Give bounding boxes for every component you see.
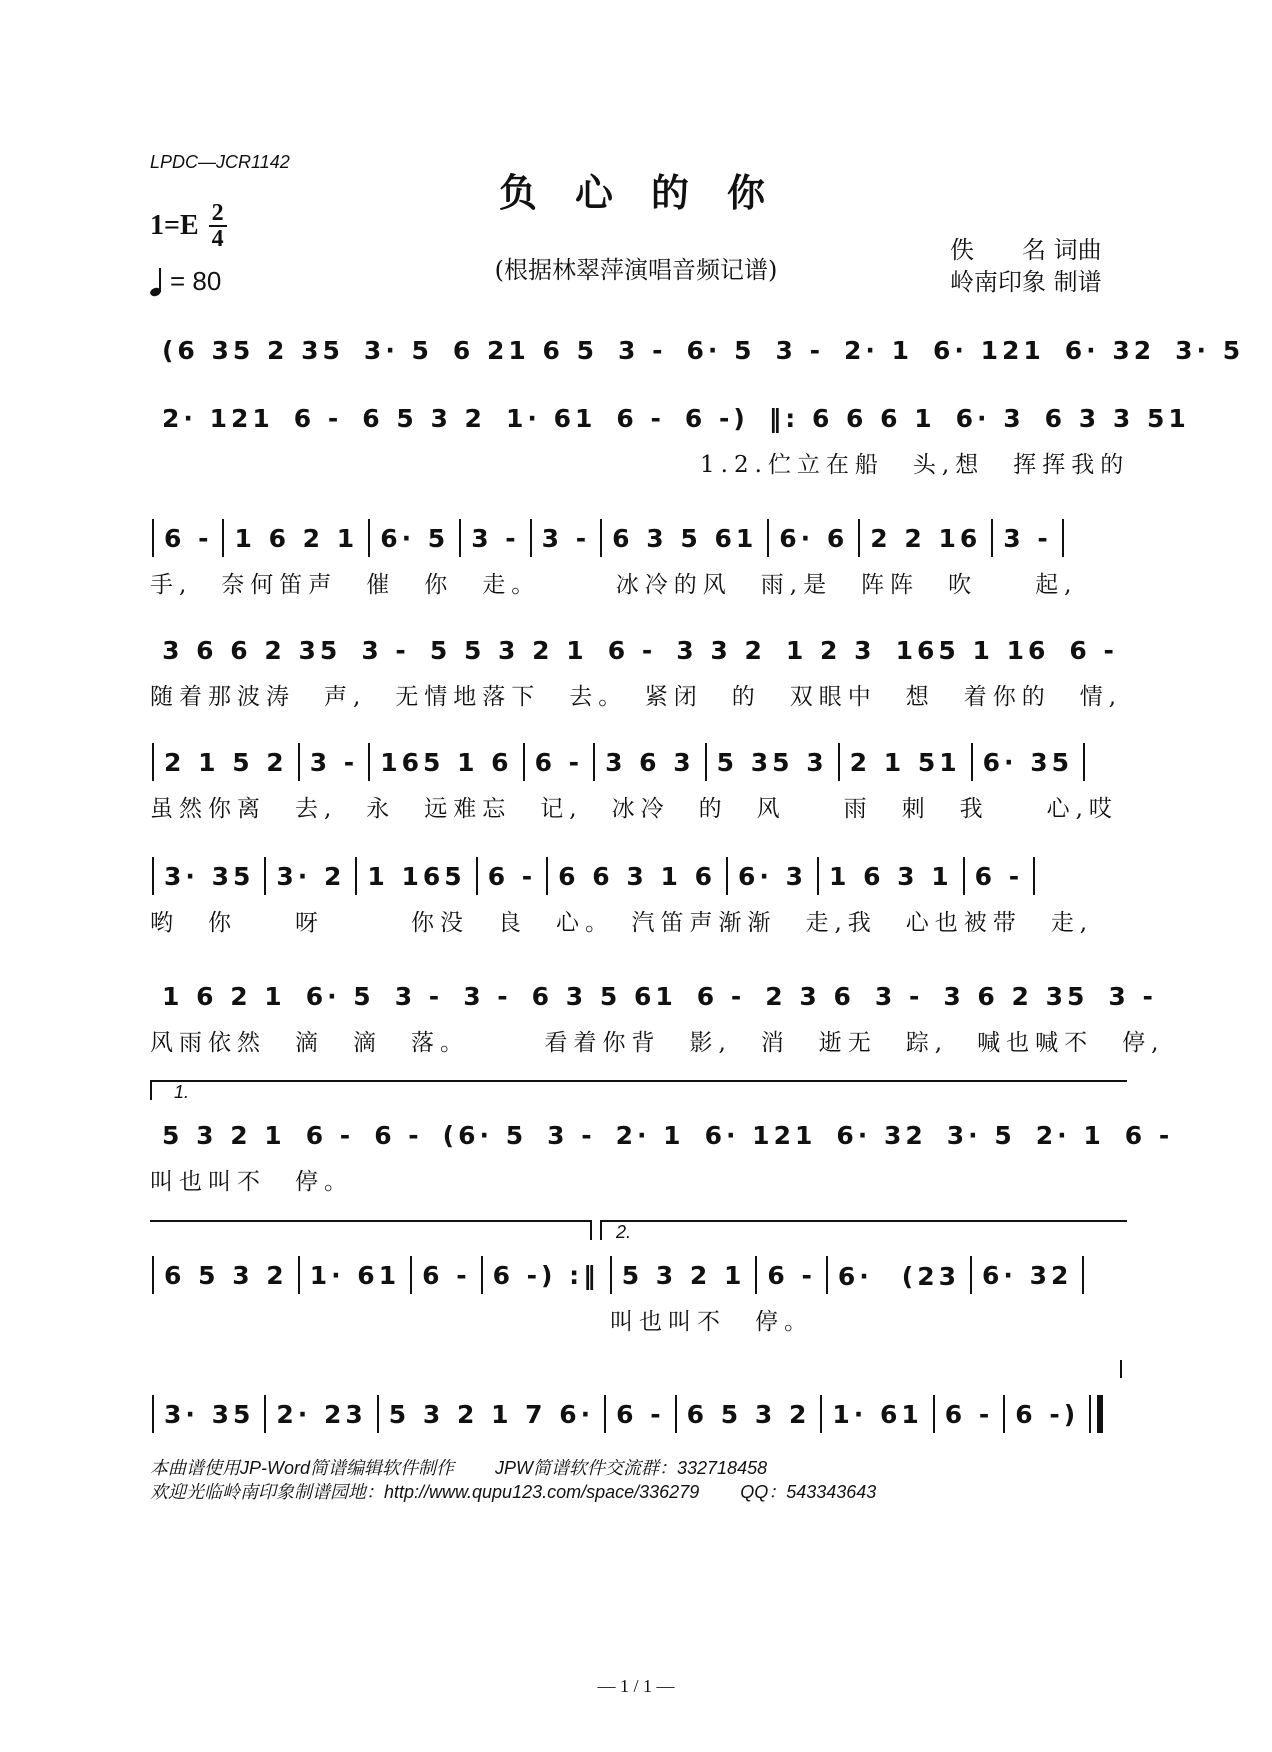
key-label: 1=E: [150, 210, 199, 241]
measure: 6 5 3 2: [164, 1260, 288, 1290]
barline: [476, 857, 478, 895]
measure: 1 6 2 1: [234, 523, 359, 553]
time-top: 2: [211, 200, 224, 226]
barline: [1033, 857, 1035, 895]
measure: 6 -: [164, 523, 213, 553]
lyrics-line: 叫也叫不 停。: [150, 1169, 353, 1195]
measure: 3· 2: [276, 861, 346, 891]
measure: 1 165: [367, 861, 466, 891]
lyrics-line: 虽然你离 去, 永 远难忘 记, 冰冷 的 风 雨 刺 我 心,哎: [150, 796, 1118, 822]
measure: 3 -: [874, 981, 924, 1011]
barline: [755, 1256, 757, 1294]
measure: 6· 121: [932, 335, 1045, 365]
lyricist-credit: 佚 名 词曲: [950, 236, 1102, 264]
score-row: [150, 976, 1157, 1016]
measure: 6· 3: [955, 403, 1025, 433]
measure: 5 35 3: [716, 747, 828, 777]
barline: [1062, 519, 1064, 557]
barline: [933, 1395, 935, 1433]
measure: 6 -: [422, 1260, 471, 1290]
lyrics-line: 随着那波涛 声, 无情地落下 去。 紧闭 的 双眼中 想 着你的 情,: [150, 684, 1123, 710]
barline: [410, 1256, 412, 1294]
measure: 2· 121: [162, 403, 274, 433]
measure: 3· 35: [164, 861, 255, 891]
barline: [971, 743, 973, 781]
score-row: [150, 1394, 1130, 1434]
measure: 6 -: [305, 1120, 355, 1150]
volta-second: [600, 1220, 1127, 1240]
volta-first-label: 1.: [174, 1082, 190, 1102]
measure: 2· 1: [1035, 1120, 1105, 1150]
footer-software: 本曲谱使用JP-Word简谱编辑软件制作 JPW简谱软件交流群：332718458: [150, 1458, 768, 1478]
lyrics-line: 叫也叫不 停。: [610, 1309, 813, 1335]
measure: 6· (23: [837, 1262, 960, 1291]
barline: [368, 743, 370, 781]
lyrics-line: 手, 奈何笛声 催 你 走。 冰冷的风 雨,是 阵阵 吹 起,: [150, 572, 1078, 598]
measure: 6 5 3 2: [686, 1399, 811, 1429]
measure: 1 6 2 1: [162, 981, 286, 1011]
measure: (6 35 2 35: [162, 335, 344, 365]
barline: [593, 743, 595, 781]
measure: 3 6 3: [605, 747, 695, 777]
barline: [826, 1256, 828, 1294]
barline: [152, 1395, 154, 1433]
barline: [610, 1256, 612, 1294]
measure: 3 -: [309, 747, 359, 777]
measure: 6 -: [293, 403, 343, 433]
measure: 6 -: [974, 861, 1024, 891]
measure: 1· 61: [505, 403, 597, 433]
barline: [1089, 1395, 1091, 1433]
measure: 165 1 6: [380, 747, 513, 777]
score-row: [150, 630, 1130, 670]
barline: [726, 857, 728, 895]
measure: 2 1 5 2: [164, 747, 288, 777]
barline: [152, 1256, 154, 1294]
score-row: [150, 856, 1130, 896]
measure: 165 1 16: [895, 635, 1050, 665]
measure: 2 3 6: [765, 981, 855, 1011]
measure: (6· 5: [442, 1120, 528, 1150]
barline: [970, 1256, 972, 1294]
measure: 6 -: [374, 1120, 423, 1150]
measure: 3 -: [547, 1120, 596, 1150]
measure: 3 3 2: [676, 635, 766, 665]
barline: [264, 1395, 266, 1433]
measure: 3 -: [775, 335, 824, 365]
final-barline: [1097, 1395, 1103, 1433]
key-signature: [150, 202, 227, 250]
measure: 6 -: [767, 1260, 816, 1290]
measure: 6· 121: [704, 1120, 817, 1150]
barline: [820, 1395, 822, 1433]
score-row: [150, 1255, 1130, 1295]
barline: [459, 519, 461, 557]
measure: 3 -: [471, 523, 520, 553]
measure: 6 -: [1069, 635, 1118, 665]
volta-first: [150, 1080, 1127, 1100]
barline: [530, 519, 532, 557]
measure: 6 21 6 5: [452, 335, 599, 365]
score-row: [150, 518, 1130, 558]
barline: [264, 857, 266, 895]
tempo-value: = 80: [170, 266, 222, 296]
measure: 6· 3: [737, 861, 807, 891]
measure: 6 -: [534, 747, 584, 777]
measure: 5 5 3 2 1: [429, 635, 588, 665]
measure: 3 -: [541, 523, 591, 553]
barline: [1082, 1256, 1084, 1294]
measure: 6 3 3 51: [1044, 403, 1190, 433]
measure: 3 -: [394, 981, 444, 1011]
score-row: [150, 330, 1245, 370]
measure: 1· 61: [832, 1399, 923, 1429]
barline: [481, 1256, 483, 1294]
measure: 3 6 6 2 35: [162, 635, 342, 665]
measure: 1· 61: [309, 1260, 401, 1290]
measure: 6 -) :‖: [492, 1260, 600, 1290]
measure: 6 6 3 1 6: [558, 861, 716, 891]
barline: [817, 857, 819, 895]
measure: 3 -: [618, 335, 667, 365]
measure: 6 -: [607, 635, 657, 665]
score-row: [150, 1115, 1174, 1155]
barline: [298, 1256, 300, 1294]
barline: [152, 743, 154, 781]
barline: [838, 743, 840, 781]
measure: 2· 1: [615, 1120, 685, 1150]
measure: 3· 35: [164, 1399, 255, 1429]
measure: 6· 32: [981, 1260, 1073, 1290]
footer-website: 欢迎光临岭南印象制谱园地：http://www.qupu123.com/space/336279 QQ：543343643: [150, 1482, 877, 1502]
doc-code: LPDC—JCR1142: [150, 152, 290, 172]
barline: [600, 519, 602, 557]
barline: [152, 857, 154, 895]
barline: [858, 519, 860, 557]
measure: 2· 23: [276, 1399, 367, 1429]
measure: 2 2 16: [870, 523, 982, 553]
lyrics-line: 1.2.伫立在船 头,想 挥挥我的: [700, 452, 1130, 478]
measure: 6· 32: [836, 1120, 927, 1150]
barline: [963, 857, 965, 895]
measure: 3 -: [1108, 981, 1157, 1011]
barline: [355, 857, 357, 895]
measure: 6 5 3 2: [362, 403, 486, 433]
barline: [222, 519, 224, 557]
measure: 3 -: [463, 981, 512, 1011]
barline: [767, 519, 769, 557]
measure: 6· 5: [686, 335, 756, 365]
lyrics-line: 风雨依然 滴 滴 落。 看着你背 影, 消 逝无 踪, 喊也喊不 停,: [150, 1030, 1165, 1056]
barline: [298, 743, 300, 781]
barline: [705, 743, 707, 781]
measure: 3 -: [1003, 523, 1052, 553]
measure: 6· 35: [982, 747, 1074, 777]
measure: 6 -: [696, 981, 746, 1011]
measure: 5 3 2 1: [621, 1260, 746, 1290]
barline: [523, 743, 525, 781]
measure: 2· 1: [843, 335, 913, 365]
measure: 6 -: [487, 861, 537, 891]
measure: 6· 5: [380, 523, 450, 553]
measure: 6 -: [616, 1399, 665, 1429]
measure: 3· 5: [363, 335, 433, 365]
measure: 2 1 51: [849, 747, 961, 777]
measure: 6· 5: [305, 981, 375, 1011]
measure: 6 3 5 61: [612, 523, 758, 553]
measure: 6 -: [616, 403, 665, 433]
lyrics-line: 哟 你 呀 你没 良 心。 汽笛声渐渐 走,我 心也被带 走,: [150, 910, 1094, 936]
measure: 6 -): [1015, 1399, 1080, 1429]
measure: 3· 5: [1175, 335, 1245, 365]
arranger-credit: 岭南印象 制谱: [950, 268, 1102, 296]
barline: [377, 1395, 379, 1433]
measure: 3· 5: [946, 1120, 1016, 1150]
volta-second-label: 2.: [616, 1222, 632, 1242]
ending-bracket: [1120, 1360, 1122, 1378]
measure: 3 6 2 35: [943, 981, 1089, 1011]
measure: 6· 32: [1064, 335, 1156, 365]
measure: 6 -): [684, 403, 749, 433]
measure: ‖: 6 6 6 1: [768, 403, 936, 433]
score-row: [150, 742, 1130, 782]
measure: 3 -: [361, 635, 410, 665]
measure: 5 3 2 1 7 6·: [388, 1399, 595, 1429]
subtitle: (根据林翠萍演唱音频记谱): [494, 256, 778, 284]
barline: [368, 519, 370, 557]
time-signature: [209, 202, 227, 250]
barline: [604, 1395, 606, 1433]
barline: [1003, 1395, 1005, 1433]
measure: 5 3 2 1: [162, 1120, 286, 1150]
measure: 1 6 3 1: [828, 861, 953, 891]
barline: [1083, 743, 1085, 781]
barline: [546, 857, 548, 895]
measure: 6 -: [1124, 1120, 1174, 1150]
score-row: [150, 398, 1190, 438]
barline: [675, 1395, 677, 1433]
measure: 6 -: [944, 1399, 994, 1429]
barline: [152, 519, 154, 557]
barline: [991, 519, 993, 557]
measure: 1 2 3: [785, 635, 876, 665]
measure: 6 3 5 61: [531, 981, 677, 1011]
song-title: 负心的你: [498, 170, 803, 215]
measure: 6· 6: [779, 523, 849, 553]
page-number: — 1 / 1 —: [597, 1676, 675, 1696]
time-bottom: 4: [211, 226, 224, 252]
volta-first-end: [150, 1220, 592, 1240]
